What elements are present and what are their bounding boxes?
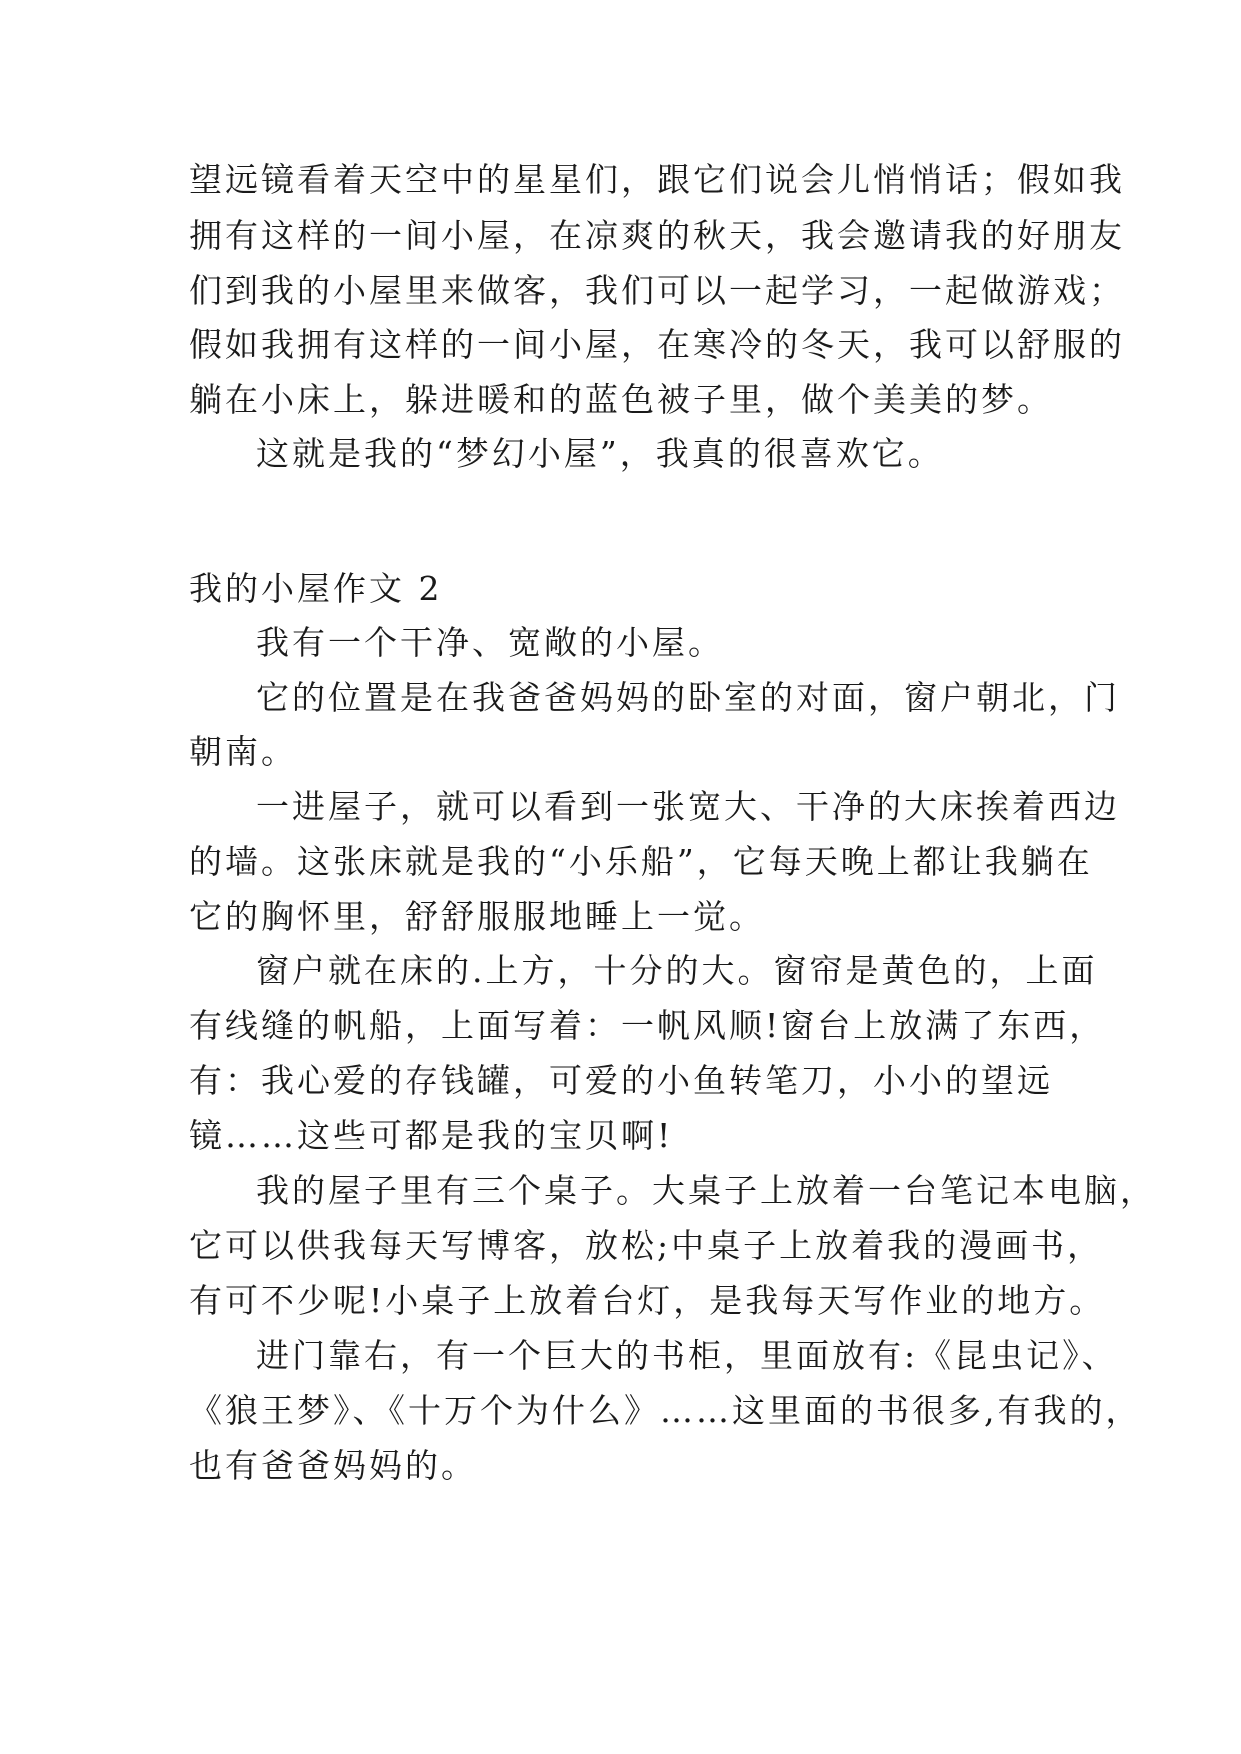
text-line: 也有爸爸妈妈的。	[189, 1446, 477, 1485]
text-line: 镜……这些可都是我的宝贝啊!	[189, 1116, 674, 1155]
text-line: 窗户就在床的.上方，十分的大。窗帘是黄色的，上面	[256, 951, 1098, 990]
text-line: 《狼王梦》、《十万个为什么》……这里面的书很多,有我的，	[189, 1391, 1142, 1430]
text-line: 有可不少呢!小桌子上放着台灯，是我每天写作业的地方。	[189, 1281, 1106, 1320]
text-line: 们到我的小屋里来做客，我们可以一起学习，一起做游戏；	[189, 271, 1125, 310]
text-line: 朝南。	[189, 732, 297, 771]
text-line: 假如我拥有这样的一间小屋，在寒冷的冬天，我可以舒服的	[189, 325, 1125, 364]
text-line: 它的胸怀里，舒舒服服地睡上一觉。	[189, 897, 765, 936]
text-line: 它的位置是在我爸爸妈妈的卧室的对面，窗户朝北，门	[256, 678, 1120, 717]
text-line: 拥有这样的一间小屋，在凉爽的秋天，我会邀请我的好朋友	[189, 216, 1125, 255]
text-line: 一进屋子，就可以看到一张宽大、干净的大床挨着西边	[256, 787, 1120, 826]
text-line: 它可以供我每天写博客，放松;中桌子上放着我的漫画书，	[189, 1226, 1104, 1265]
text-line: 有线缝的帆船，上面写着：一帆风顺!窗台上放满了东西，	[189, 1006, 1106, 1045]
text-line: 这就是我的“梦幻小屋”，我真的很喜欢它。	[256, 434, 944, 473]
text-line: 我有一个干净、宽敞的小屋。	[256, 623, 724, 662]
text-line: 的墙。这张床就是我的“小乐船”，它每天晚上都让我躺在	[189, 842, 1093, 881]
text-line: 我的屋子里有三个桌子。大桌子上放着一台笔记本电脑，	[256, 1171, 1156, 1210]
text-line: 望远镜看着天空中的星星们，跟它们说会儿悄悄话；假如我	[189, 160, 1125, 199]
text-line: 躺在小床上，躲进暖和的蓝色被子里，做个美美的梦。	[189, 380, 1053, 419]
text-line: 进门靠右，有一个巨大的书柜，里面放有:《昆虫记》、	[256, 1336, 1118, 1375]
text-line: 有：我心爱的存钱罐，可爱的小鱼转笔刀，小小的望远	[189, 1061, 1053, 1100]
section-heading: 我的小屋作文 2	[189, 569, 443, 608]
